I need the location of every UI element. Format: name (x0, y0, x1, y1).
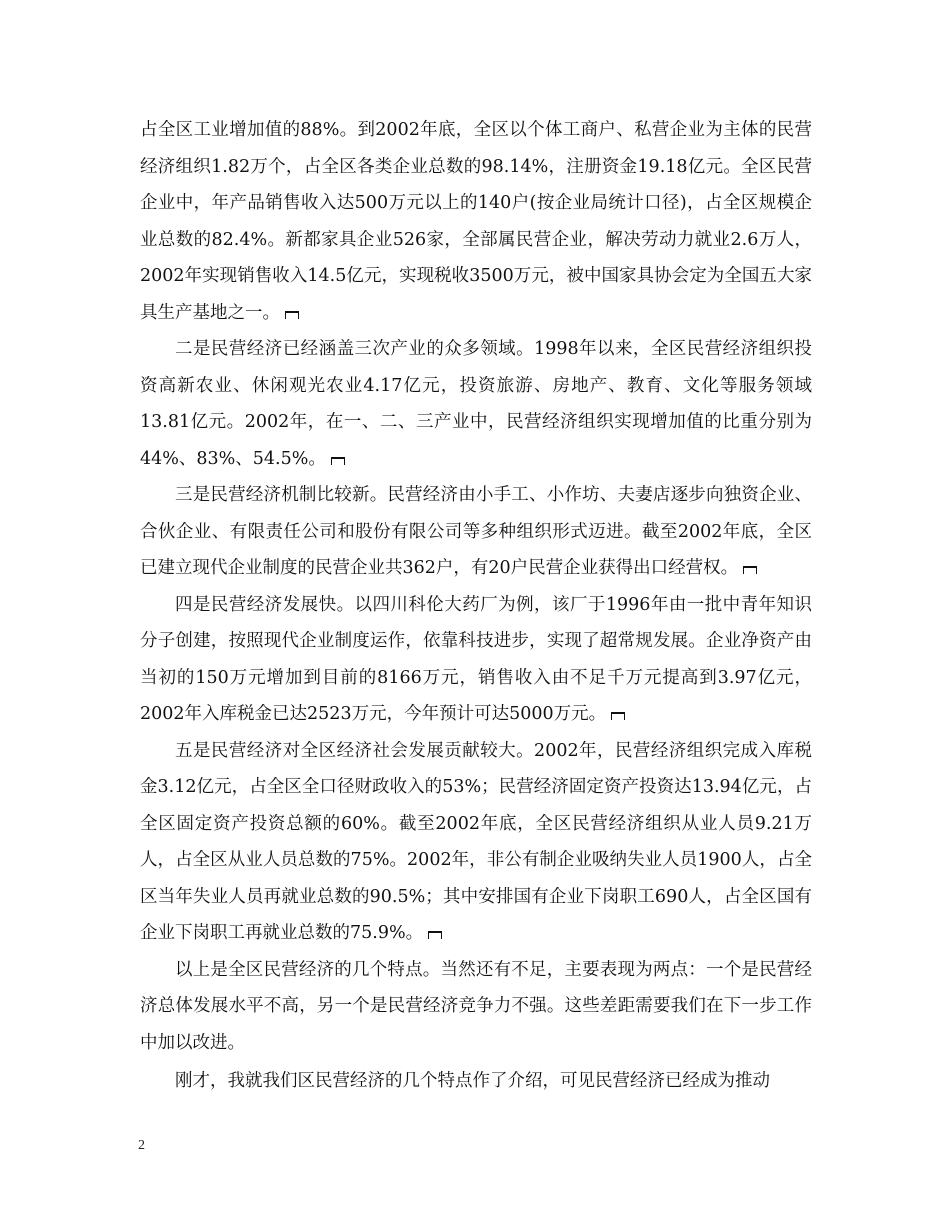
paragraph-text: 五是民营经济对全区经济社会发展贡献较大。2002年，民营经济组织完成入库税金3.12亿元，占全区全口径财政收入的53%；民营经济固定资产投资达13.94亿元，占全区固定资产投资总额的60%。截至2002年底，全区民营经济组织从业人员9.21万人，占全区从业人员总数的75%。2002年，非公有制企业吸纳失业人员1900人，占全区当年失业人员再就业总数的90.5%；其中安排国有企业下岗职工690人，占全区国有企业下岗职工再就业总数的75.9%。 (140, 740, 812, 943)
paragraph-industry-stats (140, 112, 812, 331)
paragraph-text: 二是民营经济已经涵盖三次产业的众多领域。1998年以来，全区民营经济组织投资高新农业、休闲观光农业4.17亿元，投资旅游、房地产、教育、文化等服务领域13.81亿元。2002年，在一、二、三产业中，民营经济组织实现增加值的比重分别为44%、83%、54.5%。 (140, 339, 812, 469)
paragraph-text: 占全区工业增加值的88%。到2002年底，全区以个体工商户、私营企业为主体的民营经济组织1.82万个，占全区各类企业总数的98.14%，注册资金19.18亿元。全区民营企业中，年产品销售收入达500万元以上的140户(按企业局统计口径)，占全区规模企业总数的82.4%。新都家具企业526家，全部属民营企业，解决劳动力就业2.6万人，2002年实现销售收入14.5亿元，实现税收3500万元，被中国家具协会定为全国五大家具生产基地之一。 (140, 120, 812, 323)
paragraph-point-four (140, 587, 812, 733)
paragraph-point-three (140, 477, 812, 587)
paragraph-text: 以上是全区民营经济的几个特点。当然还有不足，主要表现为两点：一个是民营经济总体发展水平不高，另一个是民营经济竞争力不强。这些差距需要我们在下一步工作中加以改进。 (140, 959, 812, 1053)
paragraph-point-five (140, 733, 812, 952)
paragraph-mark-icon (427, 929, 443, 939)
paragraph-mark-icon (284, 309, 300, 319)
document-body (140, 112, 812, 1100)
paragraph-mark-icon (330, 455, 346, 465)
paragraph-text: 刚才，我就我们区民营经济的几个特点作了介绍，可见民营经济已经成为推动 (175, 1071, 770, 1091)
paragraph-closing (140, 1063, 812, 1100)
paragraph-mark-icon (610, 710, 626, 720)
paragraph-mark-icon (742, 564, 758, 574)
paragraph-text: 四是民营经济发展快。以四川科伦大药厂为例，该厂于1996年由一批中青年知识分子创建，按照现代企业制度运作，依靠科技进步，实现了超常规发展。企业净资产由当初的150万元增加到目前的8166万元，销售收入由不足千万元提高到3.97亿元，2002年入库税金已达2523万元，今年预计可达5000万元。 (140, 594, 812, 724)
paragraph-point-two (140, 331, 812, 477)
paragraph-text: 三是民营经济机制比较新。民营经济由小手工、小作坊、夫妻店逐步向独资企业、合伙企业、有限责任公司和股份有限公司等多种组织形式迈进。截至2002年底，全区已建立现代企业制度的民营企业共362户，有20户民营企业获得出口经营权。 (140, 485, 812, 578)
page-number: 2 (138, 1138, 145, 1153)
paragraph-summary (140, 952, 812, 1062)
